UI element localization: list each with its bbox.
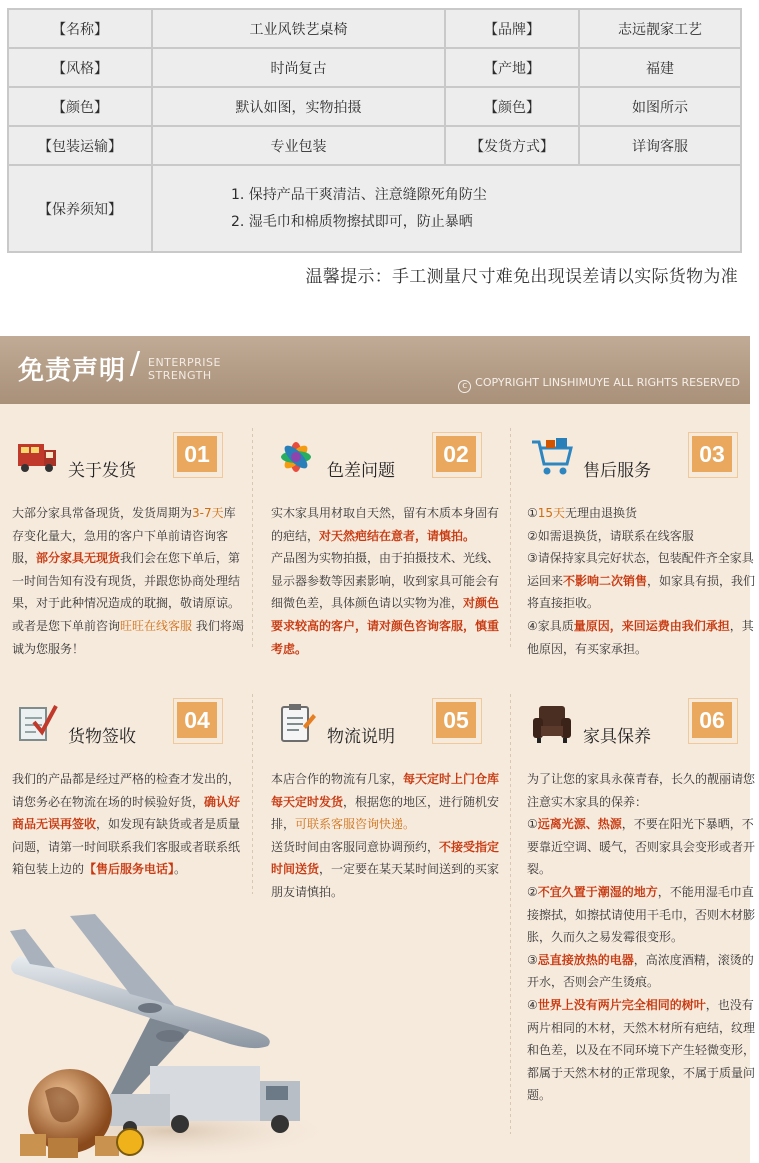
banner-subtitle-line2: STRENGTH	[148, 369, 212, 382]
panel-text: ③请保持家具完好状态，包装配件齐全家具运回来	[527, 551, 754, 588]
panel-header	[271, 432, 501, 492]
panel-text: 大部分家具常备现货，发货周期为	[12, 506, 193, 520]
panel-text: ②	[527, 884, 538, 899]
highlight-text: 不宜久置于潮湿的地方	[537, 884, 658, 899]
logistics-illustration	[0, 896, 340, 1163]
spec-row	[8, 126, 741, 165]
panel-title: 关于发货	[68, 461, 136, 481]
banner-subtitle	[148, 356, 221, 382]
highlight-text: 每天定时上门仓库每天定时发货	[271, 772, 500, 809]
column-divider	[510, 694, 511, 1134]
highlight-text: 3-7天	[192, 506, 224, 520]
panel-text: 为了让您的家具永葆青春，长久的靓丽请您注意实木家具的保养：	[527, 772, 756, 809]
highlight-text: 15天	[537, 506, 566, 520]
panel-body	[271, 502, 503, 660]
highlight-text: 忌直接放热的电器	[537, 952, 634, 967]
spec-value: 福建	[579, 48, 741, 87]
panel-header	[12, 432, 242, 492]
highlight-text: 可联系客服咨询快递。	[295, 817, 416, 832]
spec-row	[8, 87, 741, 126]
panel-number-badge: 02	[436, 436, 476, 472]
panel-text: ④家具质	[527, 618, 574, 633]
highlight-text: 不影响二次销售	[563, 573, 648, 588]
highlight-text: 量原因，来回运费由我们承担	[573, 618, 730, 633]
spec-label: 【颜色】	[445, 87, 579, 126]
spec-value: 专业包装	[152, 126, 445, 165]
panel-body	[527, 502, 759, 660]
copyright-icon: c	[458, 380, 471, 393]
panel-title: 售后服务	[583, 461, 651, 481]
panel-title: 色差问题	[327, 461, 395, 481]
panel-text: ③	[527, 952, 538, 967]
panel-text: ，如家具有损，我们将直接拒收。	[527, 573, 756, 611]
panel-text: 我们的产品都是经过严格的检查才发出的，请您务必在物流在场的时候验好货，	[12, 772, 241, 809]
disclaimer-section	[0, 336, 756, 1163]
spec-row	[8, 48, 741, 87]
highlight-text: 旺旺在线客服	[120, 618, 193, 633]
highlight-text: 【售后服务电话】	[84, 862, 175, 877]
panel-title: 物流说明	[327, 727, 395, 747]
panel-header	[527, 432, 757, 492]
checklist-icon	[14, 700, 60, 746]
care-row	[8, 165, 741, 252]
highlight-text: 确认好商品无误再签收	[12, 794, 241, 832]
spec-value: 志远靓家工艺	[579, 9, 741, 48]
shopping-cart-icon	[529, 434, 575, 480]
spec-label: 【产地】	[445, 48, 579, 87]
copyright-notice	[458, 376, 740, 393]
panel-title: 货物签收	[68, 727, 136, 747]
panel-text: ①	[527, 506, 538, 520]
disclaimer-banner	[0, 336, 750, 404]
panel-number-badge: 05	[436, 702, 476, 738]
spec-value: 工业风铁艺桌椅	[152, 9, 445, 48]
panel-text: ②如需退换货，请联系在线客服	[527, 528, 694, 543]
highlight-text: 世界上没有两片完全相同的树叶	[537, 997, 706, 1012]
panel-text: 我们将竭诚为您服务！	[12, 618, 244, 656]
spec-label: 【名称】	[8, 9, 152, 48]
spec-row	[8, 9, 741, 48]
truck-icon	[14, 434, 60, 480]
copyright-text: COPYRIGHT LINSHIMUYE ALL RIGHTS RESERVED	[475, 376, 740, 389]
color-palette-icon	[273, 434, 319, 480]
panel-text: ④	[527, 997, 538, 1012]
care-item: 1. 保持产品干爽清洁、注意缝隙死角防尘	[231, 186, 487, 203]
panel-text: ，根据您的地区，进行随机安排，	[271, 794, 500, 832]
panel-body	[527, 768, 759, 1107]
panel-number-badge: 01	[177, 436, 217, 472]
panel-text: 送货时间由客服同意协调预约，	[271, 839, 440, 854]
spec-label: 【发货方式】	[445, 126, 579, 165]
spec-label: 【颜色】	[8, 87, 152, 126]
panel-number-badge: 03	[692, 436, 732, 472]
product-spec-table	[7, 8, 742, 253]
panel-text: ，高浓度酒精，滚烫的开水，否则会产生烫痕。	[527, 952, 754, 990]
panel-text: ，如发现有缺货或者是质量问题，请第一时间联系我们客服或者联系纸箱包装上边的	[12, 817, 241, 877]
highlight-text: 远离光源、热源	[537, 817, 622, 832]
column-divider	[252, 428, 253, 648]
panel-text: ，不能用湿毛巾直接擦拭，如擦拭请使用干毛巾，否则木材膨胀，久而久之易发霉很变形。	[527, 884, 756, 945]
panel-text: 产品图为实物拍摄，由于拍摄技术、光线、显示器参数等因素影响，收到家具可能会有细微色差，具体颜色请以实物为准，	[271, 551, 500, 611]
column-divider	[252, 694, 253, 894]
panel-text: 无理由退换货	[565, 506, 638, 520]
panel-text: ①	[527, 817, 538, 832]
panel-text: 。	[174, 862, 187, 877]
armchair-icon	[529, 700, 575, 746]
spec-value: 时尚复古	[152, 48, 445, 87]
spec-label: 【风格】	[8, 48, 152, 87]
care-label: 【保养须知】	[8, 165, 152, 252]
highlight-text: 部分家具无现货	[36, 551, 121, 566]
highlight-text: 对颜色要求较高的客户，请对颜色咨询客服，慎重考虑。	[271, 596, 500, 656]
panel-header	[12, 698, 242, 758]
panel-text: ，不要在阳光下暴晒，不要靠近空调、暖气，否则家具会变形或者开裂。	[527, 817, 756, 877]
panel-number-badge: 04	[177, 702, 217, 738]
banner-slash: /	[130, 346, 141, 381]
panel-body	[12, 768, 244, 881]
panel-body	[271, 768, 503, 904]
panel-number-badge: 06	[692, 702, 732, 738]
panel-text: 我们会在您下单后，第一时间告知有没有现货，并跟您协商处理结果，对于此种情况造成的耽搁，敬请原谅。或者是您下单前咨询	[12, 551, 241, 633]
panel-text: 本店合作的物流有几家，	[271, 772, 404, 786]
panel-header	[271, 698, 501, 758]
banner-subtitle-line1: ENTERPRISE	[148, 356, 221, 369]
spec-value: 如图所示	[579, 87, 741, 126]
highlight-text: 对天然疤结在意者，请慎拍。	[319, 528, 476, 543]
panel-title: 家具保养	[583, 727, 651, 747]
banner-title: 免责声明	[18, 356, 127, 386]
panel-text: ，一定要在某天某时间送到的买家朋友请慎拍。	[271, 862, 500, 899]
highlight-text: 不接受指定时间送货	[271, 839, 500, 877]
panel-text: ，也没有两片相同的木材，天然木材所有疤结，纹理和色差，以及在不同环境下产生轻微变形，都属于天然木材的正常现象，不属于质量问题。	[527, 997, 756, 1103]
measurement-tip: 温馨提示：手工测量尺寸难免出现误差请以实际货物为准	[305, 267, 738, 287]
spec-label: 【包装运输】	[8, 126, 152, 165]
spec-label: 【品牌】	[445, 9, 579, 48]
panel-body	[12, 502, 244, 660]
spec-value: 详询客服	[579, 126, 741, 165]
care-item: 2. 湿毛巾和棉质物擦拭即可，防止暴晒	[231, 213, 473, 230]
column-divider	[510, 428, 511, 648]
care-instructions	[152, 165, 741, 252]
care-list	[159, 182, 734, 236]
spec-value: 默认如图，实物拍摄	[152, 87, 445, 126]
panel-text: ，其他原因，有买家承担。	[527, 618, 754, 656]
panel-text: 实木家具用材取自天然，留有木质本身固有的疤结，	[271, 506, 500, 543]
clipboard-icon	[273, 700, 319, 746]
panel-header	[527, 698, 757, 758]
panel-text: 库存变化量大，急用的客户下单前请咨询客服，	[12, 506, 236, 566]
